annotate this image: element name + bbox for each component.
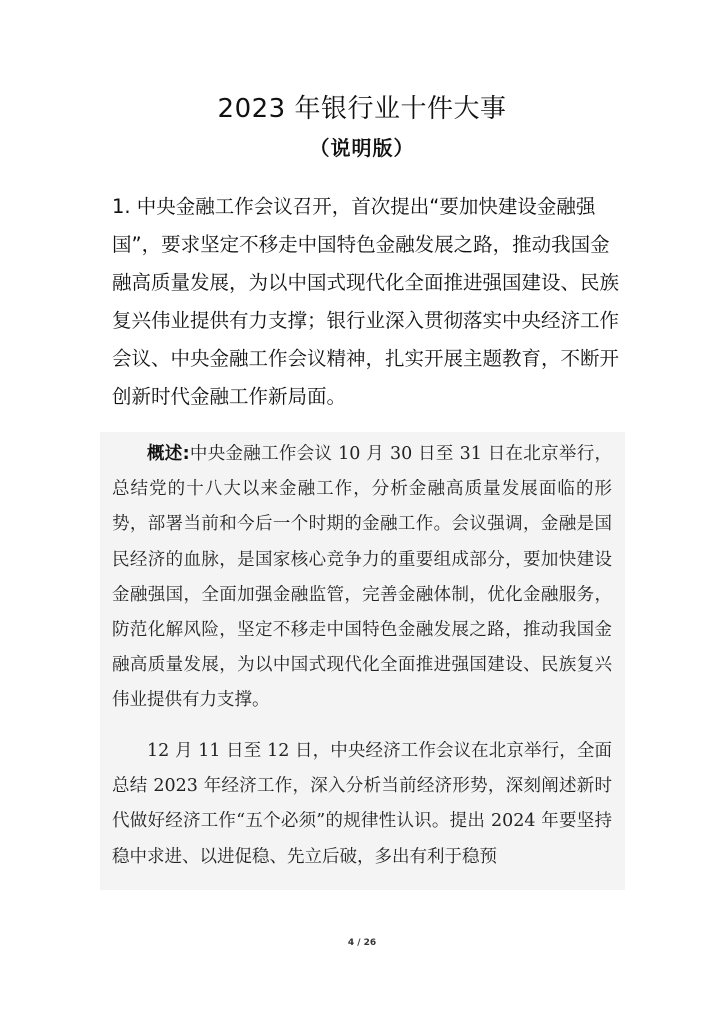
summary-paragraph-2: 12 月 11 日至 12 日，中央经济工作会议在北京举行，全面总结 2023 年经济工作，深入分析当前经济形势，深刻阐述新时代做好经济工作“五个必须”的规律性认识。提出 2024 年要坚持稳中求进、以进促稳、先立后破，多出有利于稳预 xyxy=(112,741,612,867)
page-number: 4 / 26 xyxy=(347,938,377,948)
document-subtitle: （说明版） xyxy=(309,136,415,160)
summary-paragraph-1 xyxy=(112,437,612,719)
summary-paragraph-1-text: 中央金融工作会议 10 月 30 日至 31 日在北京举行，总结党的十八大以来金融工作，分析金融高质量发展面临的形势，部署当前和今后一个时期的金融工作。会议强调，金融是国民经济的血脉，是国家核心竞争力的重要组成部分，要加快建设金融强国，全面加强金融监管，完善金融体制，优化金融服务，防范化解风险，坚定不移走中国特色金融发展之路，推动我国金融高质量发展，为以中国式现代化全面推进强国建设、民族复兴伟业提供有力支撑。 xyxy=(112,444,613,711)
document-title: 2023 年银行业十件大事 xyxy=(217,94,507,124)
headline-item: 1. 中央金融工作会议召开，首次提出“要加快建设金融强国”，要求坚定不移走中国特色金融发展之路，推动我国金融高质量发展，为以中国式现代化全面推进强国建设、民族复兴伟业提供有力支撑；银行业深入贯彻落实中央经济工作会议、中央金融工作会议精神，扎实开展主题教育，不断开创新时代金融工作新局面。 xyxy=(112,195,620,408)
summary-label: 概述: xyxy=(147,444,190,464)
